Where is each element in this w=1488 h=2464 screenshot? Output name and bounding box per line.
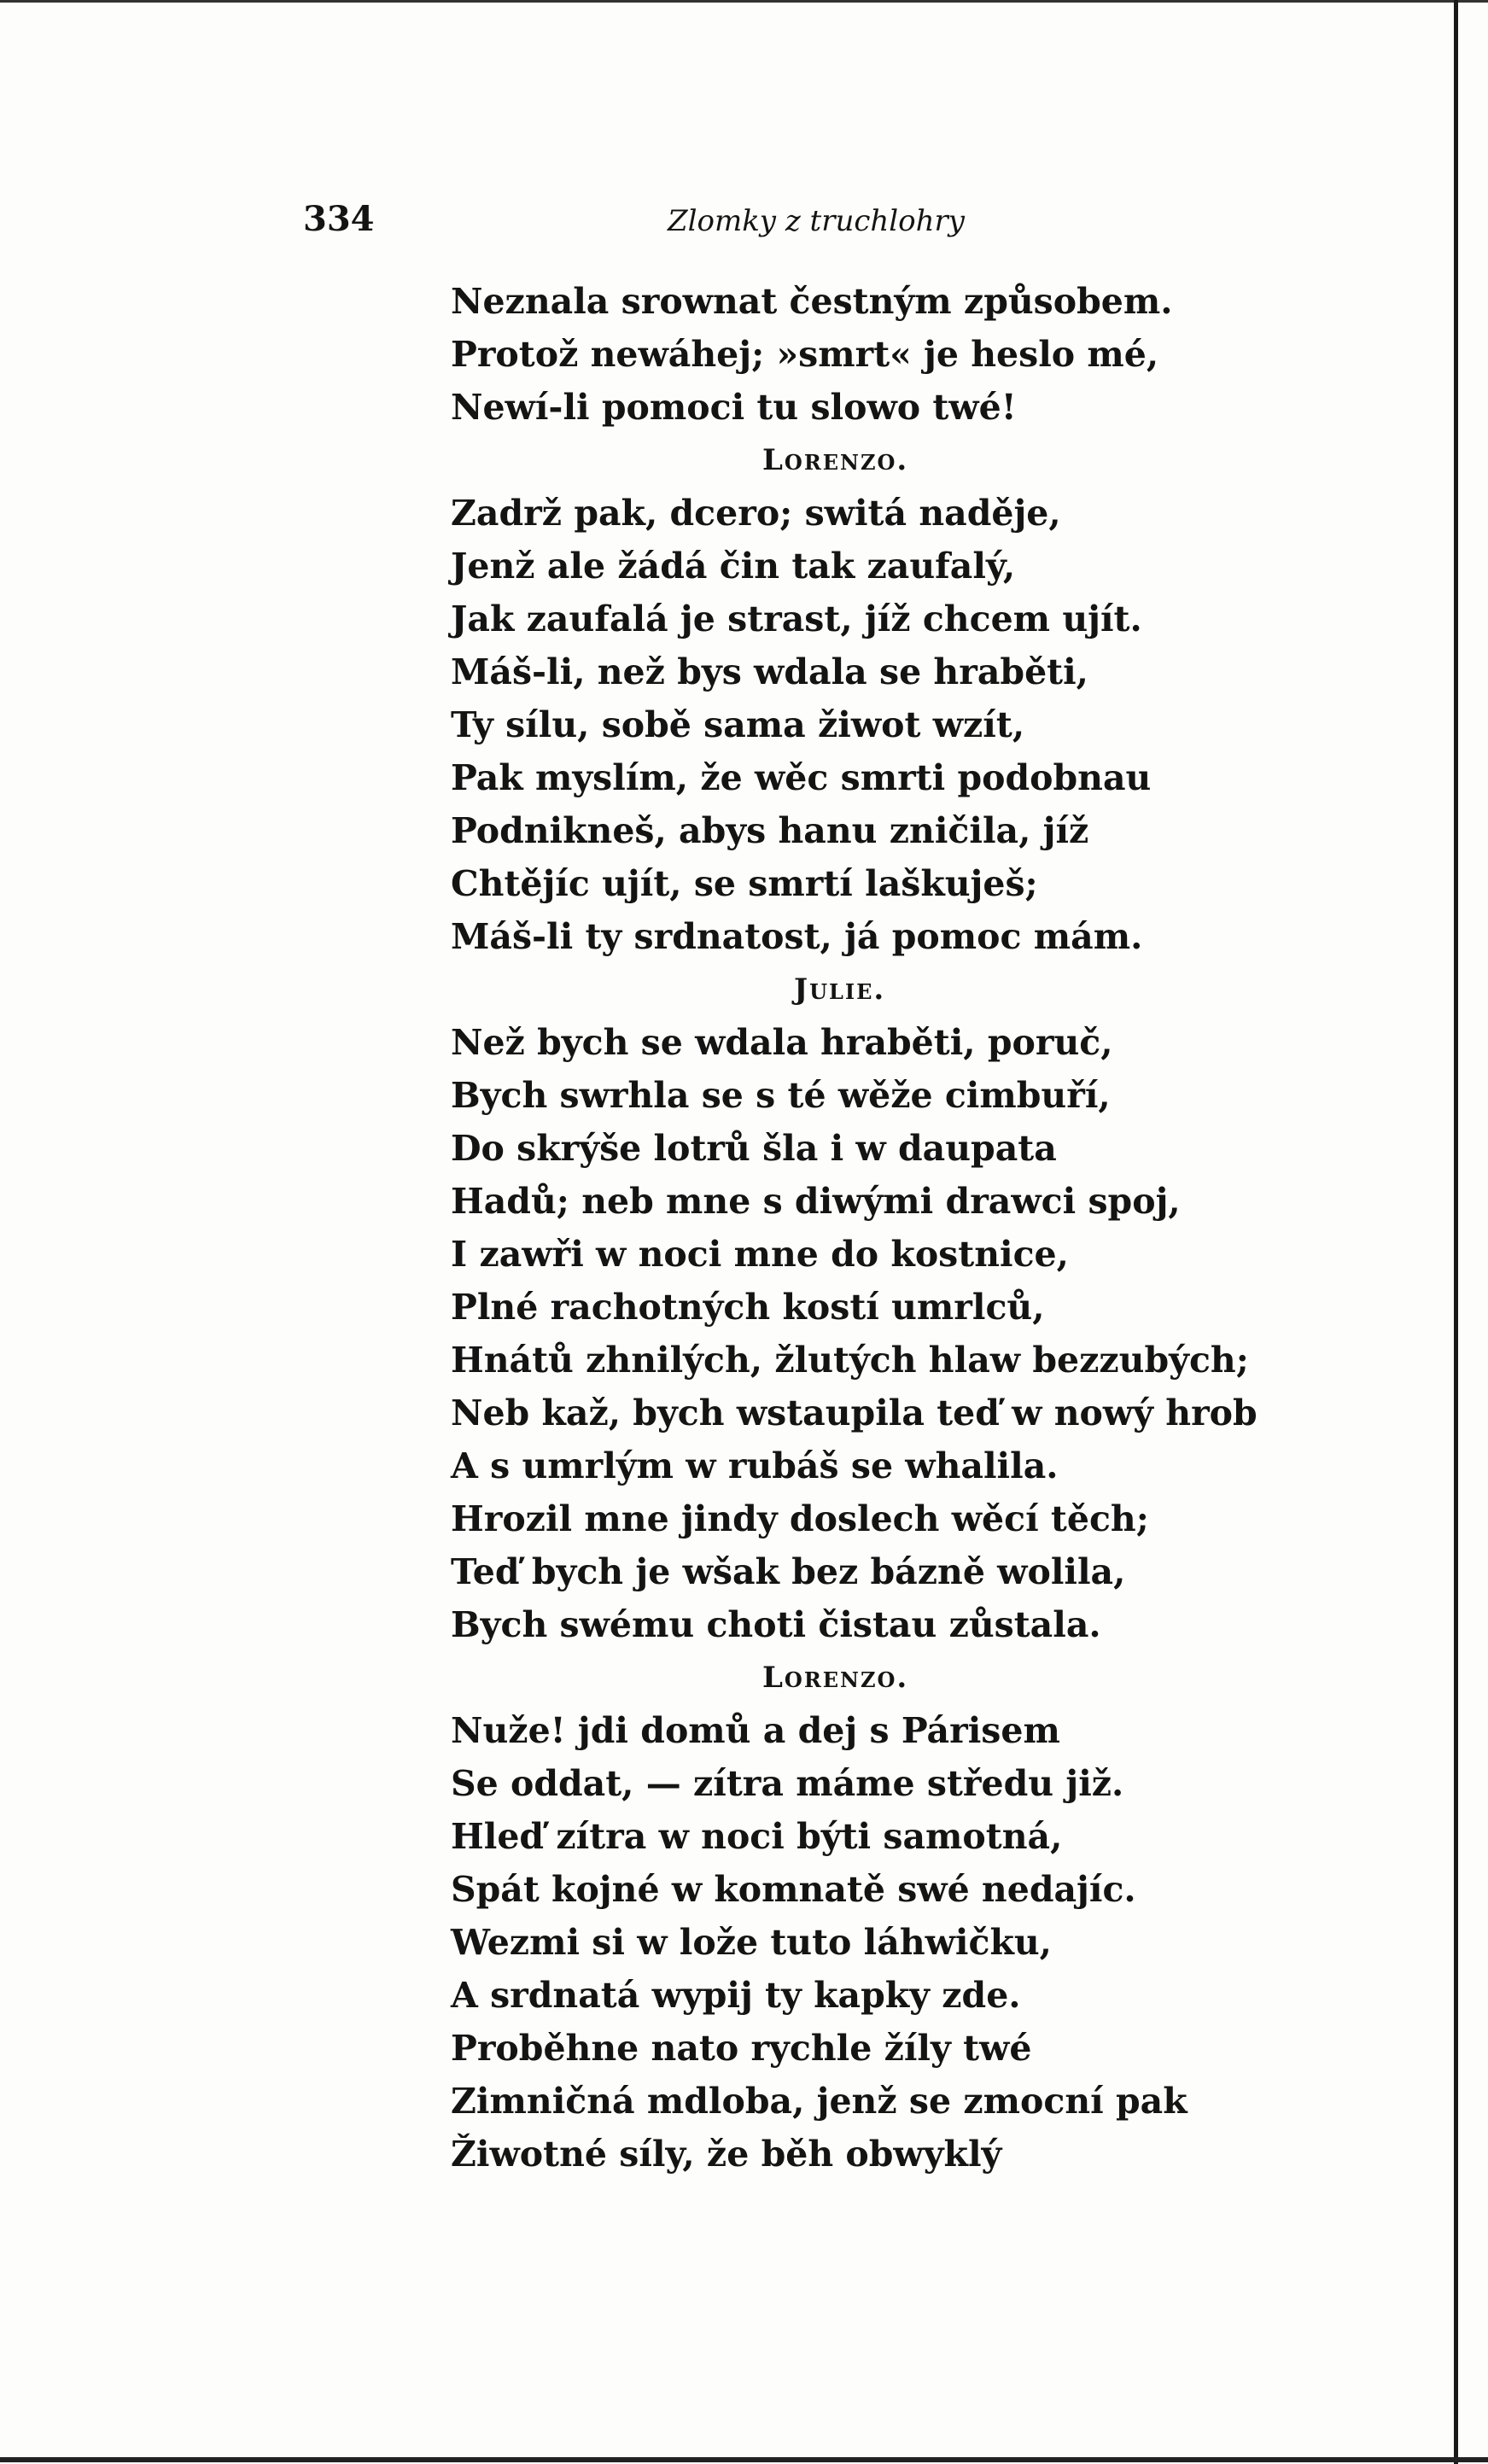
verse-line: Proběhne nato rychle žíly twé [451,2028,1032,2069]
verse-line: Nuže! jdi domů a dej s Párisem [451,1710,1060,1751]
verse-line: Zadrž pak, dcero; switá naděje, [451,493,1061,534]
verse-line: Protož newáhej; »smrt« je heslo mé, [451,334,1159,375]
top-edge-shadow [0,0,1488,3]
verse-line: Newí-li pomoci tu slowo twé! [451,387,1017,428]
verse-line: Hnátů zhnilých, žlutých hlaw bezzubých; [451,1340,1249,1381]
verse-line: Plné rachotných kostí umrlců, [451,1287,1045,1328]
verse-line: Máš-li, než bys wdala se hraběti, [451,651,1088,692]
verse-line: Podnikneš, abys hanu zničila, jíž [451,810,1089,851]
verse-line: Bych swrhla se s té wěže cimbuří, [451,1075,1111,1116]
verse-line: Neb kaž, bych wstaupila teď w nowý hrob [451,1393,1258,1433]
verse-line: Wezmi si w lože tuto láhwičku, [451,1922,1052,1963]
speaker-name: Lorenzo. [762,443,909,477]
speaker-name: Julie. [794,972,886,1007]
verse-line: A s umrlým w rubáš se whalila. [451,1445,1059,1486]
speaker-name: Lorenzo. [762,1661,909,1695]
verse-line: Ty sílu, sobě sama žiwot wzít, [451,704,1025,745]
verse-line: Žiwotné síly, že běh obwyklý [451,2134,1002,2175]
verse-text [451,275,1441,2181]
verse-line: Bych swému choti čistau zůstala. [451,1604,1101,1645]
verse-line: Teď bych je wšak bez bázně wolila, [451,1551,1126,1592]
verse-line: Zimničná mdloba, jenž se zmocní pak [451,2081,1187,2122]
verse-line: Do skrýše lotrů šla i w daupata [451,1128,1057,1169]
verse-line: Hrozil mne jindy doslech wěcí těch; [451,1498,1149,1539]
verse-line: Jak zaufalá je strast, jíž chcem ujít. [451,598,1142,639]
verse-line: Pak myslím, že wěc smrti podobnau [451,757,1152,798]
page-number: 334 [303,199,375,239]
verse-line: Neznala srownat čestným způsobem. [451,281,1173,322]
verse-line: Jenž ale žádá čin tak zaufalý, [451,546,1016,587]
verse-line: Hadů; neb mne s diwými drawci spoj, [451,1181,1181,1222]
page-edge-line [1454,0,1458,2464]
verse-line: Máš-li ty srdnatost, já pomoc mám. [451,916,1143,957]
verse-line: Hleď zítra w noci býti samotná, [451,1816,1063,1857]
verse-line: Než bych se wdala hraběti, poruč, [451,1022,1113,1063]
verse-line: Chtějíc ujít, se smrtí laškuješ; [451,863,1038,904]
verse-line: A srdnatá wypij ty kapky zde. [451,1975,1021,2016]
running-title: Zlomky z truchlohry [668,204,966,238]
verse-line: Spát kojné w komnatě swé nedajíc. [451,1869,1136,1910]
verse-line: I zawři w noci mne do kostnice, [451,1234,1069,1275]
verse-line: Se oddat, — zítra máme středu již. [451,1763,1124,1804]
bottom-edge-shadow [0,2457,1488,2462]
